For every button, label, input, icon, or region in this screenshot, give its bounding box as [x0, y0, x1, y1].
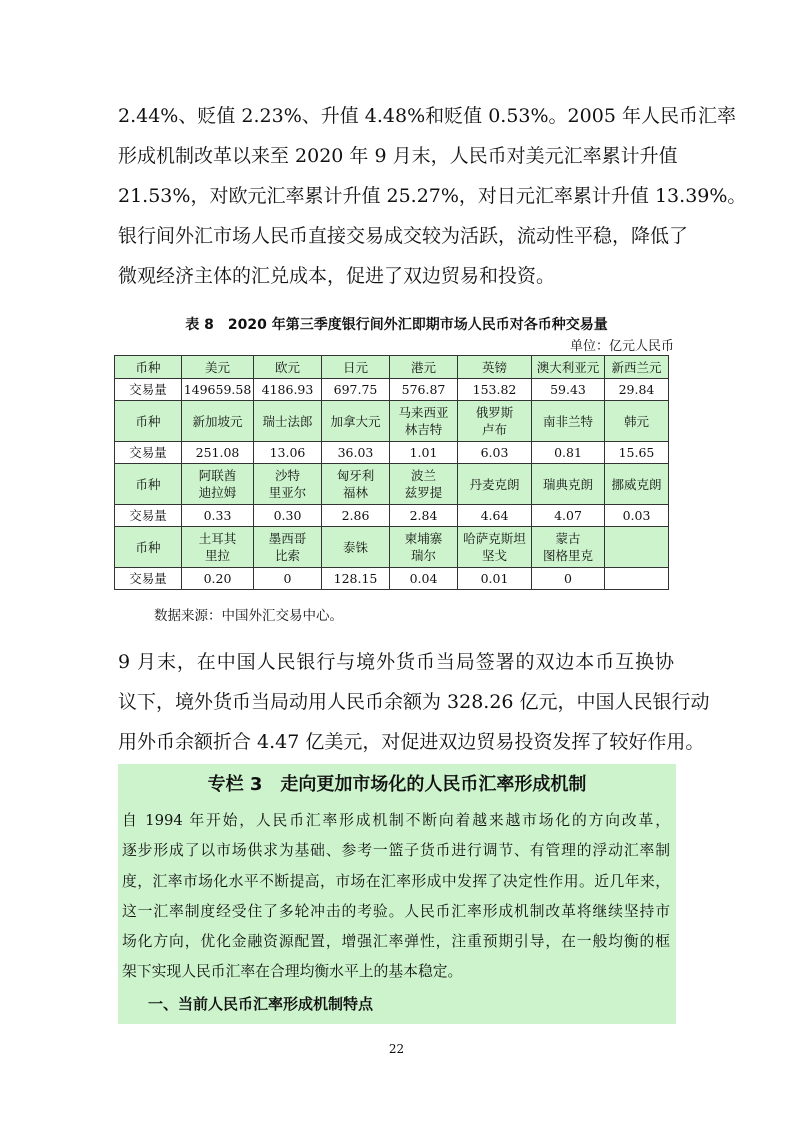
currency-name-part: 新西兰元: [611, 359, 662, 375]
box-body-line: 架下实现人民币汇率在合理均衡水平上的基本稳定。: [122, 963, 463, 981]
row-label-currency: 币种: [115, 356, 182, 379]
currency-name-part: 匈牙利: [336, 468, 375, 483]
currency-name-part: 丹麦克朗: [469, 476, 520, 492]
currency-name-part: 美元: [204, 359, 230, 375]
table-caption: 表 8 2020 年第三季度银行间外汇即期市场人民币对各币种交易量: [185, 317, 608, 333]
body-paragraph-2: [118, 642, 710, 762]
currency-name-part: 泰铢: [342, 539, 368, 555]
paragraph2-line: 用外币余额折合 4.47 亿美元，对促进双边贸易投资发挥了较好作用。: [118, 731, 705, 753]
volume-cell: [605, 568, 669, 590]
currency-cell: [532, 464, 605, 505]
box-body-line: 逐步形成了以市场供求为基础、参考一篮子货币进行调节、有管理的浮动汇率制: [122, 842, 670, 860]
volume-cell: 153.82: [458, 379, 532, 401]
volume-cell: 0.04: [390, 568, 458, 590]
currency-name-part: 福林: [342, 485, 368, 500]
currency-cell: [458, 527, 532, 568]
row-label-currency: 币种: [115, 464, 182, 505]
paragraph2-line: 9 月末，在中国人民银行与境外货币当局签署的双边本币互换协: [118, 651, 674, 673]
currency-cell: [182, 527, 254, 568]
volume-cell: 6.03: [458, 442, 532, 464]
volume-cell: 29.84: [605, 379, 669, 401]
volume-cell: 15.65: [605, 442, 669, 464]
paragraph1-line: 形成机制改革以来至 2020 年 9 月末，人民币对美元汇率累计升值: [118, 145, 678, 167]
volume-cell: 4186.93: [254, 379, 322, 401]
currency-cell: [254, 401, 322, 442]
currency-cell: [605, 356, 669, 379]
currency-cell: [605, 527, 669, 568]
currency-cell: [605, 401, 669, 442]
currency-name-part: 迪拉姆: [198, 485, 237, 500]
volume-cell: 149659.58: [182, 379, 254, 401]
currency-name-part: 柬埔寨: [404, 531, 443, 546]
currency-row: [115, 356, 669, 379]
volume-cell: 1.01: [390, 442, 458, 464]
trading-volume-table: [114, 355, 669, 590]
volume-cell: 4.64: [458, 505, 532, 527]
currency-name-part: 比索: [274, 548, 300, 563]
currency-name-part: 挪威克朗: [611, 476, 662, 492]
box-body-line: 场化方向，优化金融资源配置，增强汇率弹性，注重预期引导，在一般均衡的框: [122, 933, 670, 951]
currency-name-part: 兹罗提: [404, 485, 443, 500]
currency-cell: [390, 464, 458, 505]
volume-cell: 0.01: [458, 568, 532, 590]
body-paragraph-1: [118, 96, 747, 296]
currency-name-part: 哈萨克斯坦: [463, 531, 526, 546]
row-label-volume: 交易量: [115, 505, 182, 527]
currency-name-part: 坚戈: [481, 548, 507, 563]
currency-cell: [182, 464, 254, 505]
currency-cell: [390, 401, 458, 442]
currency-cell: [254, 527, 322, 568]
volume-cell: 0.03: [605, 505, 669, 527]
volume-cell: 4.07: [532, 505, 605, 527]
table-unit: 单位：亿元人民币: [569, 339, 674, 354]
row-label-volume: 交易量: [115, 379, 182, 401]
box-title: 专栏 3 走向更加市场化的人民币汇率形成机制: [207, 774, 587, 795]
currency-cell: [322, 401, 390, 442]
currency-cell: [254, 356, 322, 379]
currency-name-part: 土耳其: [198, 531, 237, 546]
currency-cell: [458, 356, 532, 379]
currency-cell: [605, 464, 669, 505]
currency-name-part: 里亚尔: [268, 485, 307, 500]
volume-row: [115, 442, 669, 464]
currency-cell: [532, 401, 605, 442]
currency-cell: [322, 527, 390, 568]
currency-name-part: 阿联酋: [198, 468, 237, 483]
currency-name-part: 墨西哥: [268, 531, 307, 546]
currency-name-part: 波兰: [410, 468, 436, 483]
currency-cell: [182, 401, 254, 442]
currency-name-part: 蒙古: [555, 531, 581, 546]
currency-name-part: 澳大利亚元: [536, 359, 600, 375]
currency-name-part: 图格里克: [542, 548, 593, 563]
volume-row: [115, 379, 669, 401]
volume-cell: 2.86: [322, 505, 390, 527]
currency-name-part: 新加坡元: [192, 413, 243, 429]
volume-cell: 251.08: [182, 442, 254, 464]
currency-name-part: 瑞典克朗: [542, 476, 593, 492]
box-body-line: 度，汇率市场化水平不断提高，市场在汇率形成中发挥了决定性作用。近几年来，: [122, 872, 670, 890]
volume-cell: 0: [254, 568, 322, 590]
currency-name-part: 马来西亚: [398, 405, 449, 420]
volume-cell: 128.15: [322, 568, 390, 590]
box-subheading: 一、当前人民币汇率形成机制特点: [148, 995, 374, 1013]
currency-name-part: 沙特: [274, 468, 300, 483]
paragraph1-line: 2.44%、贬值 2.23%、升值 4.48%和贬值 0.53%。2005 年人民币汇率: [118, 105, 736, 127]
currency-name-part: 加拿大元: [330, 413, 381, 429]
row-label-currency: 币种: [115, 401, 182, 442]
data-source-note: 数据来源：中国外汇交易中心。: [154, 608, 343, 624]
currency-cell: [182, 356, 254, 379]
row-label-currency: 币种: [115, 527, 182, 568]
currency-cell: [390, 527, 458, 568]
paragraph1-line: 银行间外汇市场人民币直接交易成交较为活跃，流动性平稳，降低了: [118, 225, 689, 247]
currency-name-part: 卢布: [481, 422, 507, 437]
box-body: [122, 806, 670, 988]
currency-name-part: 林吉特: [404, 422, 443, 437]
currency-cell: [532, 356, 605, 379]
currency-name-part: 港元: [410, 359, 436, 375]
box-body-line: 这一汇率制度经受住了多轮冲击的考验。人民币汇率形成机制改革将继续坚持市: [122, 902, 670, 920]
volume-cell: 59.43: [532, 379, 605, 401]
currency-cell: [322, 356, 390, 379]
currency-name-part: 俄罗斯: [475, 405, 514, 420]
volume-cell: 0.81: [532, 442, 605, 464]
currency-name-part: 英镑: [481, 359, 507, 375]
volume-cell: 0.33: [182, 505, 254, 527]
currency-row: [115, 401, 669, 442]
currency-name-part: 欧元: [274, 359, 300, 375]
currency-cell: [322, 464, 390, 505]
currency-name-part: 韩元: [623, 413, 649, 429]
row-label-volume: 交易量: [115, 568, 182, 590]
paragraph2-line: 议下，境外货币当局动用人民币余额为 328.26 亿元，中国人民银行动: [118, 691, 710, 713]
volume-cell: 36.03: [322, 442, 390, 464]
paragraph1-line: 21.53%，对欧元汇率累计升值 25.27%，对日元汇率累计升值 13.39%。: [118, 185, 747, 207]
page-number: 22: [388, 1042, 405, 1056]
currency-name-part: 里拉: [204, 548, 230, 563]
currency-row: [115, 527, 669, 568]
volume-cell: 0.30: [254, 505, 322, 527]
volume-cell: 2.84: [390, 505, 458, 527]
volume-row: [115, 568, 669, 590]
volume-cell: 0.20: [182, 568, 254, 590]
currency-name-part: 瑞尔: [410, 548, 436, 563]
volume-row: [115, 505, 669, 527]
currency-cell: [390, 356, 458, 379]
volume-cell: 0: [532, 568, 605, 590]
volume-cell: 576.87: [390, 379, 458, 401]
currency-cell: [458, 401, 532, 442]
paragraph1-line: 微观经济主体的汇兑成本，促进了双边贸易和投资。: [118, 265, 556, 287]
currency-name-part: 瑞士法郎: [262, 413, 313, 429]
row-label-volume: 交易量: [115, 442, 182, 464]
box-body-line: 自 1994 年开始，人民币汇率形成机制不断向着越来越市场化的方向改革，: [122, 812, 670, 829]
volume-cell: 697.75: [322, 379, 390, 401]
currency-cell: [458, 464, 532, 505]
currency-name-part: 日元: [342, 359, 368, 375]
currency-row: [115, 464, 669, 505]
currency-cell: [254, 464, 322, 505]
volume-cell: 13.06: [254, 442, 322, 464]
currency-cell: [532, 527, 605, 568]
currency-name-part: 南非兰特: [542, 413, 593, 429]
column-box-3: [118, 764, 676, 1024]
